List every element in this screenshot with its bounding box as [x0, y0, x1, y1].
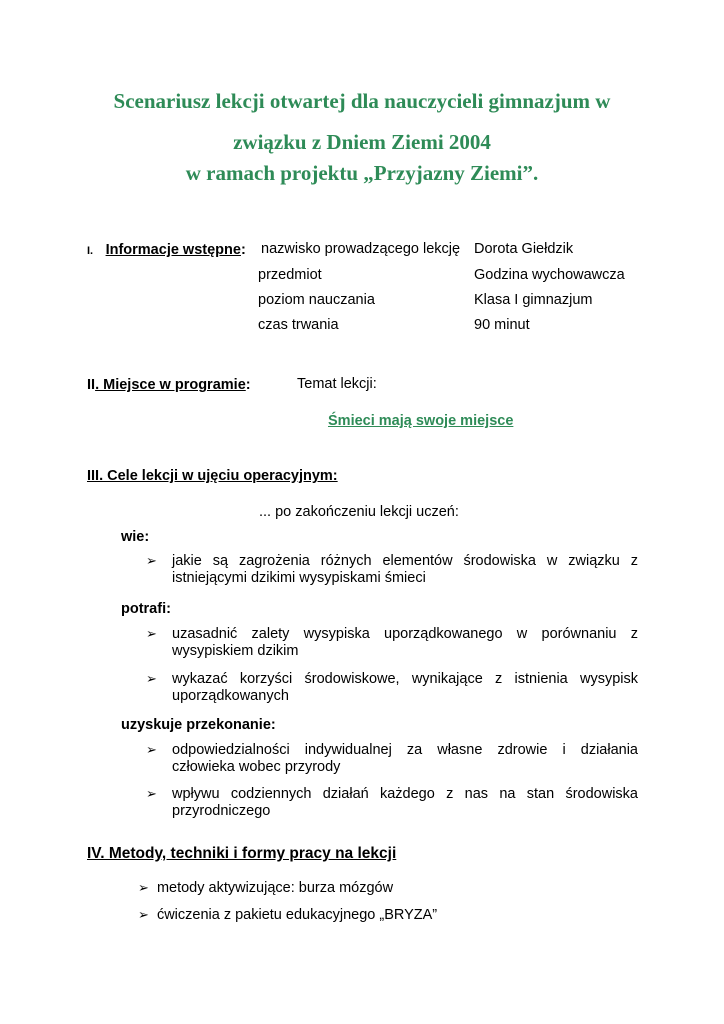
- arrow-bullet-icon: ➢: [146, 786, 157, 801]
- list-item: [138, 907, 437, 923]
- arrow-bullet-icon: ➢: [146, 626, 157, 641]
- info-value-level: Klasa I gimnazjum: [474, 292, 593, 308]
- list-item-text: wpływu codziennych działań każdego z nas na stan środowiska przyrodniczego: [172, 786, 638, 819]
- section2-header: [87, 376, 251, 394]
- list-item: [146, 742, 638, 776]
- list-item-text: wykazać korzyści środowiskowe, wynikające z istnienia wysypisk uporządkowanych: [172, 671, 638, 704]
- list-item: [146, 786, 638, 820]
- section2-colon: :: [245, 377, 251, 393]
- section3-intro: ... po zakończeniu lekcji uczeń:: [259, 504, 459, 520]
- document-title-line3: w ramach projektu „Przyjazny Ziemi”.: [185, 161, 539, 185]
- arrow-bullet-icon: ➢: [146, 671, 157, 686]
- list-item-text: odpowiedzialności indywidualnej za własne zdrowie i działania człowieka wobec przyrody: [172, 742, 638, 775]
- topic-label: Temat lekcji:: [297, 376, 377, 392]
- section2-numeral: II: [87, 377, 96, 393]
- arrow-bullet-icon: ➢: [146, 742, 157, 757]
- list-item-text: jakie są zagrożenia różnych elementów środowiska w związku z istniejącymi dzikimi wysypiskami śmieci: [172, 553, 638, 586]
- section3-heading: III. Cele lekcji w ujęciu operacyjnym:: [87, 468, 338, 484]
- info-label-duration: czas trwania: [258, 317, 339, 333]
- section2-heading: . Miejsce w programie: [95, 377, 246, 393]
- list-item: [138, 880, 393, 896]
- section1-heading: Informacje wstępne: [105, 242, 241, 258]
- document-title-line2: związku z Dniem Ziemi 2004: [233, 130, 491, 154]
- list-item: [146, 626, 638, 660]
- document-title-line1: Scenariusz lekcji otwartej dla nauczycieli gimnazjum w: [113, 89, 611, 113]
- section1-numeral: I.: [87, 245, 94, 257]
- arrow-bullet-icon: ➢: [138, 907, 149, 922]
- lesson-topic: Śmieci mają swoje miejsce: [328, 413, 514, 429]
- info-label-subject: przedmiot: [258, 267, 322, 283]
- arrow-bullet-icon: ➢: [138, 880, 149, 895]
- info-label-level: poziom nauczania: [258, 292, 375, 308]
- arrow-bullet-icon: ➢: [146, 553, 157, 568]
- list-item-text: metody aktywizujące: burza mózgów: [156, 880, 394, 896]
- info-label-teacher: nazwisko prowadzącego lekcję: [261, 241, 461, 257]
- section1-colon: :: [240, 242, 246, 258]
- list-item-text: ćwiczenia z pakietu edukacyjnego „BRYZA”: [156, 907, 438, 923]
- group-label-przekonanie: uzyskuje przekonanie:: [121, 717, 276, 733]
- info-value-subject: Godzina wychowawcza: [474, 267, 625, 283]
- list-item: [146, 671, 638, 705]
- section4-heading: IV. Metody, techniki i formy pracy na lekcji: [87, 845, 397, 862]
- list-item: [146, 553, 638, 587]
- info-value-duration: 90 minut: [474, 317, 530, 333]
- group-label-potrafi: potrafi:: [121, 601, 171, 617]
- section1-header: [87, 241, 246, 259]
- list-item-text: uzasadnić zalety wysypiska uporządkowanego w porównaniu z wysypiskiem dzikim: [172, 626, 638, 659]
- group-label-wie: wie:: [121, 529, 150, 545]
- info-value-teacher: Dorota Giełdzik: [474, 241, 574, 257]
